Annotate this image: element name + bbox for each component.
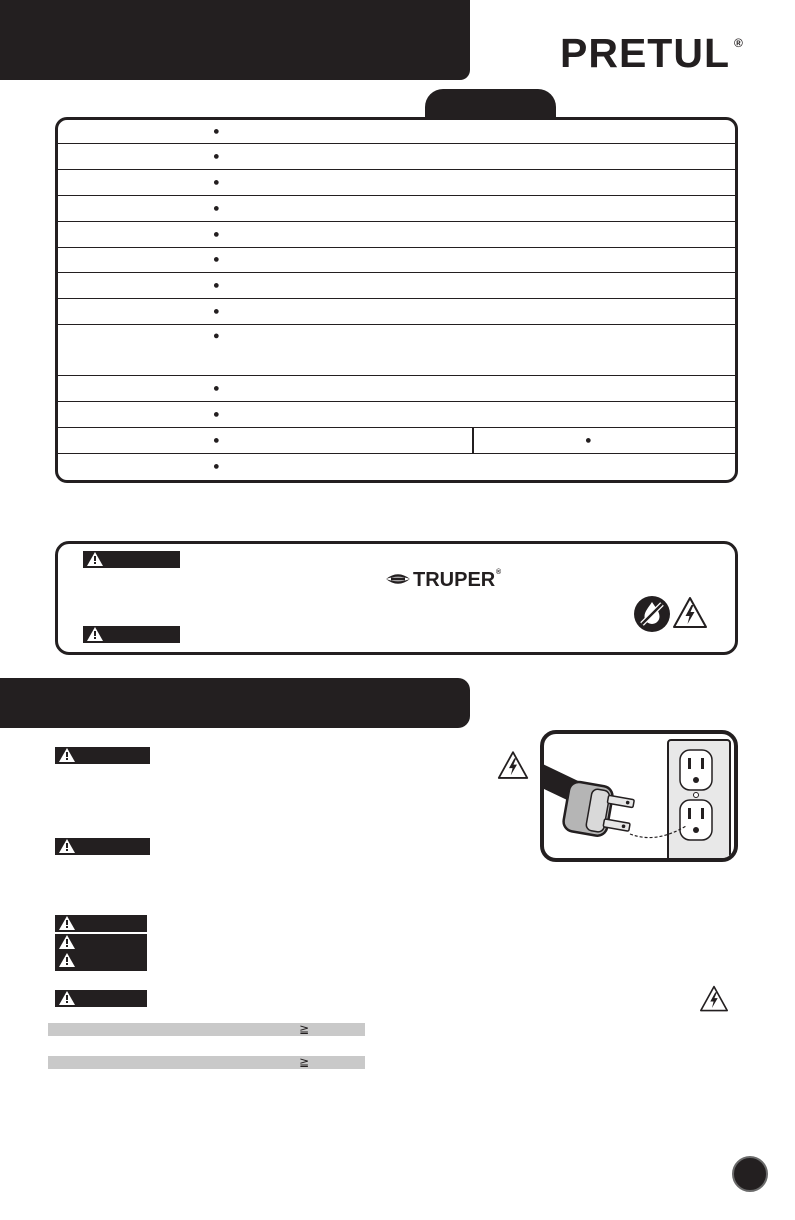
spec-bullet: ● <box>213 202 220 214</box>
truper-logo-text: TRUPER <box>413 569 496 591</box>
outlet-socket-lower <box>680 800 712 840</box>
warning-icon <box>59 953 75 967</box>
brand-registered-mark: ® <box>734 36 743 50</box>
spec-row <box>58 169 735 195</box>
warning-icon <box>59 748 75 762</box>
spec-row-split <box>58 427 735 453</box>
spec-bullet: ● <box>585 434 592 446</box>
range-bar <box>48 1023 365 1036</box>
spec-column-divider <box>472 428 474 453</box>
section-banner <box>0 678 470 728</box>
warning-badge <box>83 551 180 568</box>
truper-registered-mark: ® <box>496 569 502 576</box>
warning-badge <box>55 915 147 932</box>
warning-badge <box>55 838 150 855</box>
warning-badge <box>83 626 180 643</box>
spec-bullet: ● <box>213 408 220 420</box>
warning-icon <box>59 839 75 853</box>
outlet-socket-upper <box>680 750 712 790</box>
spec-bullet: ● <box>213 125 220 137</box>
range-symbol: ≧ <box>299 1022 310 1036</box>
spec-bullet: ● <box>213 460 220 473</box>
spec-row <box>58 143 735 169</box>
electric-shock-icon <box>497 750 529 781</box>
spec-table-tab <box>425 89 556 120</box>
spec-bullet: ● <box>213 330 220 342</box>
header-banner <box>0 0 470 80</box>
spec-row <box>58 298 735 324</box>
spec-bullet: ● <box>213 382 220 394</box>
plug-outlet-illustration <box>540 730 738 862</box>
spec-row <box>58 221 735 247</box>
spec-row <box>58 195 735 221</box>
warning-badge <box>55 934 147 952</box>
warning-icon <box>87 552 103 566</box>
plug-outlet-drawing <box>544 734 734 858</box>
outlet-screw <box>694 793 699 798</box>
spec-row <box>58 453 735 480</box>
warning-icon <box>59 935 75 949</box>
brand-logo: PRETUL <box>560 30 730 76</box>
spec-bullet: ● <box>213 176 220 188</box>
spec-row <box>58 401 735 427</box>
range-bar <box>48 1056 365 1069</box>
spec-bullet: ● <box>213 150 220 162</box>
spec-bullet: ● <box>213 253 220 266</box>
spec-row <box>58 375 735 401</box>
spec-row <box>58 120 735 143</box>
spec-row <box>58 247 735 272</box>
electric-shock-icon <box>698 985 730 1013</box>
warning-icon <box>59 916 75 930</box>
plug-body <box>562 780 636 841</box>
warning-icon <box>59 991 75 1005</box>
no-water-icon <box>633 595 671 633</box>
spec-table <box>55 117 738 483</box>
spec-bullet: ● <box>213 305 220 317</box>
spec-bullet: ● <box>213 279 220 291</box>
spec-row <box>58 324 735 375</box>
spec-row <box>58 272 735 298</box>
notice-box <box>55 541 738 655</box>
warning-badge <box>55 990 147 1007</box>
warning-badge <box>55 747 150 764</box>
warning-badge <box>55 952 147 971</box>
electric-shock-icon <box>672 596 708 630</box>
truper-emblem-icon <box>385 571 411 587</box>
range-symbol: ≧ <box>299 1055 310 1069</box>
warning-icon <box>87 627 103 641</box>
spec-bullet: ● <box>213 228 220 240</box>
spec-bullet: ● <box>213 434 220 446</box>
page-number-badge <box>732 1156 768 1192</box>
